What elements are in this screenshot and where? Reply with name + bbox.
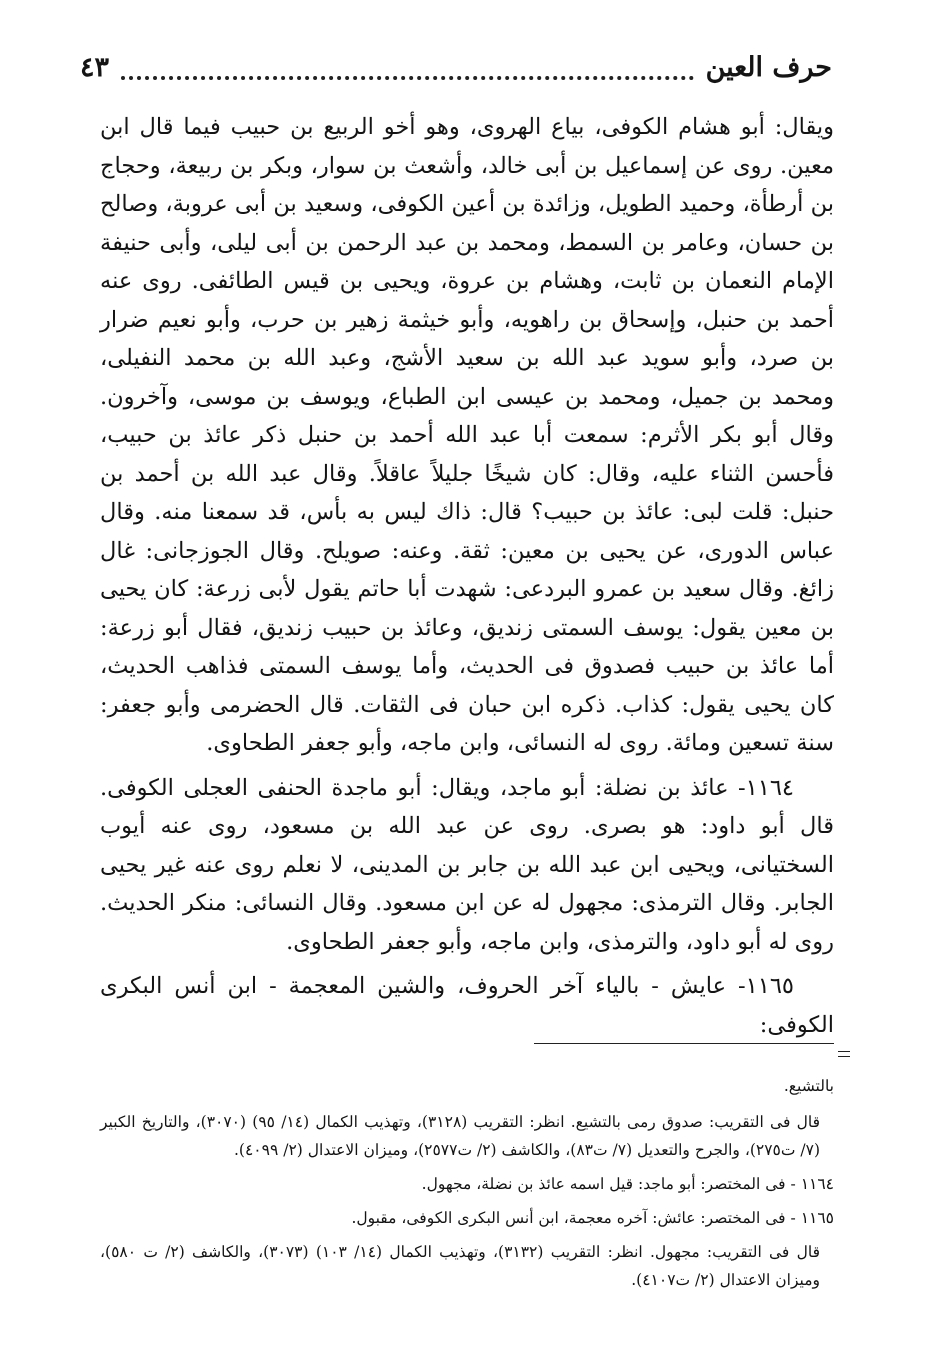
separator-mark — [838, 1051, 850, 1057]
footnote-separator — [534, 1043, 834, 1044]
footnote-taqrib-1165: قال فى التقريب: مجهول. انظر: التقريب (٣١٣٢)، وتهذيب الكمال (١٤/ ١٠٣) (٣٠٧٣)، والكاشف (٢/ ت ٥٨٠)، وميزان الاعتدال (٢/ ت٤١٠٧). — [100, 1243, 821, 1289]
footnote-taqrib-1163: قال فى التقريب: صدوق رمى بالتشيع. انظر: التقريب (٣١٢٨)، وتهذيب الكمال (١٤/ ٩٥) (٣٠٧٠)، والتاريخ الكبير (٧/ ت٢٧٥)، والجرح والتعديل (٧/ ت٨٣)، والكاشف (٢/ ت٢٥٧٧)، وميزان الاعتدال (٢/ ٤٠٩٩). — [100, 1113, 820, 1159]
footnotes — [100, 1072, 834, 1300]
page-number: ٤٣ — [80, 52, 110, 83]
page-header — [80, 52, 832, 92]
dotted-leader — [121, 76, 694, 80]
entry-1165: ١١٦٥- عايش - بالياء آخر الحروف، والشين المعجمة - ابن أنس البكرى الكوفى: — [100, 973, 834, 1038]
running-head: حرف العين — [705, 52, 832, 83]
paragraph-continuation: ويقال: أبو هشام الكوفى، بياع الهروى، وهو أخو الربيع بن حبيب فيما قال ابن معين. روى عن إسماعيل بن أبى خالد، وأشعث بن سوار، وبكر بن ربيعة، وحجاج بن أرطأة، وحميد الطويل، وزائدة بن أعين الكوفى، وسعيد بن أبى عروبة، وصالح بن حسان، وعامر بن السمط، ومحمد بن عبد الرحمن بن أبى ليلى، وأبى حنيفة الإمام النعمان بن ثابت، وهشام بن عروة، ويحيى بن قيس الطائفى. روى عنه أحمد بن حنبل، وإسحاق بن راهويه، وأبو خيثمة زهير بن حرب، وأبو نعيم ضرار بن صرد، وأبو سويد عبد الله بن سعيد الأشج، وعبد الله بن محمد النفيلى، ومحمد بن جميل، ومحمد بن عيسى ابن الطباع، ويوسف بن موسى، وآخرون. وقال أبو بكر الأثرم: سمعت أبا عبد الله أحمد بن حنبل ذكر عائذ بن حبيب، فأحسن الثناء عليه، وقال: كان شيخًا جليلاً عاقلاً. وقال عبد الله بن أحمد بن حنبل: قلت لبى: عائذ بن حبيب؟ قال: ذاك ليس به بأس، قد سمعنا منه. وقال عباس الدورى، عن يحيى بن معين: ثقة. وعنه: صويلح. وقال الجوزجانى: غال زائغ. وقال سعيد بن عمرو البردعى: شهدت أبا حاتم يقول لأبى زرعة: كان يحيى بن معين يقول: يوسف السمتى زنديق، وعائذ بن حبيب زنديق، فقال أبو زرعة: أما عائذ بن حبيب فصدوق فى الحديث، وأما يوسف السمتى فذاهب الحديث، كان يحيى يقول: كذاب. ذكره ابن حبان فى الثقات. قال الحضرمى وأبو جعفر: سنة تسعين ومائة. روى له النسائى، وابن ماجه، وأبو جعفر الطحاوى. — [100, 114, 834, 756]
entry-1164: ١١٦٤- عائذ بن نضلة: أبو ماجد، ويقال: أبو ماجدة الحنفى العجلى الكوفى. قال أبو داود: هو بصرى. روى عن عبد الله بن مسعود، روى عنه أيوب السختيانى، ويحيى ابن عبد الله بن جابر بن المدينى، لا نعلم روى عنه غير يحيى الجابر. وقال الترمذى: مجهول له عن ابن مسعود. وقال النسائى: منكر الحديث. روى له أبو داود، والترمذى، وابن ماجه، وأبو جعفر الطحاوى. — [100, 774, 834, 955]
main-text — [100, 108, 834, 1044]
footnote-continuation: بالتشيع. — [783, 1077, 834, 1095]
footnote-1164: ١١٦٤ - فى المختصر: أبو ماجد: قيل اسمه عائذ بن نضلة، مجهول. — [421, 1175, 834, 1193]
footnote-1165: ١١٦٥ - فى المختصر: عائش: آخره معجمة، ابن أنس البكرى الكوفى، مقبول. — [351, 1209, 834, 1227]
